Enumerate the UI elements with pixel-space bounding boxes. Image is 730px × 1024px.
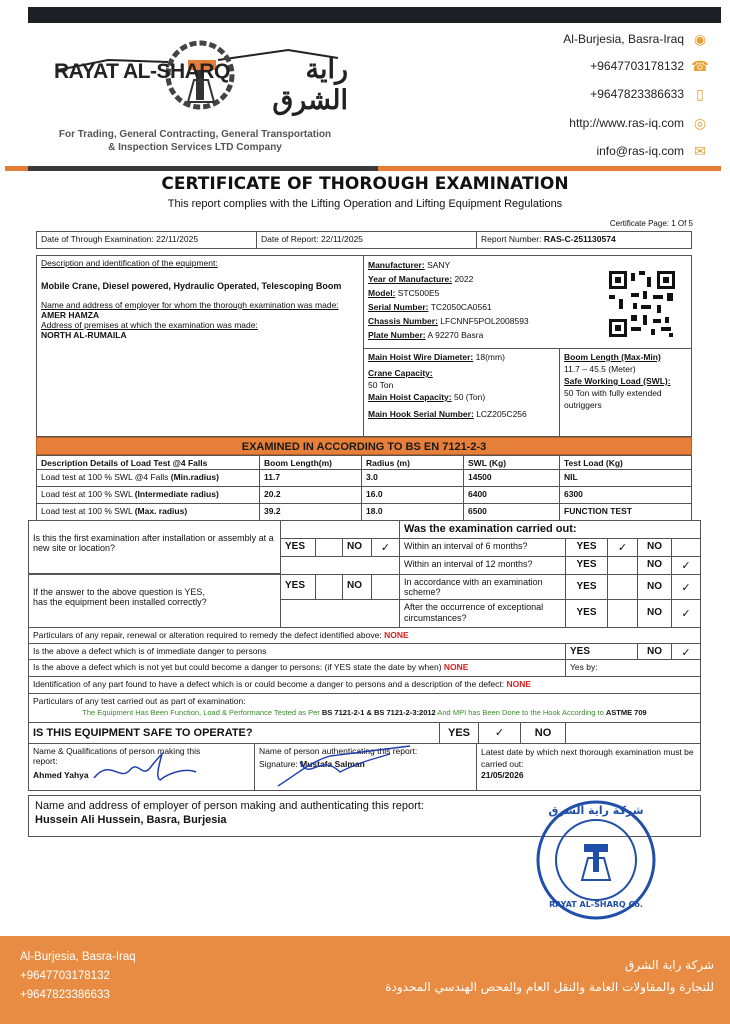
mobile-icon: ▯: [696, 85, 704, 102]
employer-value: AMER HAMZA: [41, 310, 100, 320]
boom-box: [559, 348, 692, 437]
model-value: STC500E5: [397, 288, 440, 298]
maker-value: Ahmed Yahya: [33, 770, 89, 780]
identification-value: NONE: [506, 679, 532, 689]
doc-title: CERTIFICATE OF THOROUGH EXAMINATION: [161, 174, 569, 194]
examined-banner: EXAMINED IN ACCORDING TO BS EN 7121-2-3: [36, 437, 692, 455]
c2-no-checkbox[interactable]: ✓: [671, 556, 701, 575]
safe-yes-checkbox[interactable]: ✓: [478, 722, 521, 744]
header-rule-orange: [378, 166, 721, 171]
phone2-text: +9647823386633: [590, 87, 684, 101]
auth-label: Name of person authenticating this report:: [259, 746, 418, 756]
safe-no-label: NO: [520, 722, 566, 744]
footer-arabic-line1: شركة راية الشرق: [625, 958, 714, 972]
lt-header-swl: SWL (Kg): [463, 455, 560, 470]
lt-boom: 20.2: [259, 486, 362, 504]
q2-yes-label: YES: [280, 574, 316, 600]
contact-email: [596, 143, 708, 159]
safe-no-box[interactable]: [565, 722, 701, 744]
carried-6m: Within an interval of 6 months?: [399, 538, 566, 557]
immediate-no-label: NO: [637, 643, 672, 660]
q-first-exam: Is this the first examination after installation or assembly at a new site or location?: [28, 520, 281, 574]
email-link[interactable]: info@ras-iq.com: [596, 144, 684, 158]
auth-signature: [270, 742, 430, 792]
lt-header-test: Test Load (Kg): [559, 455, 692, 470]
swl-label: Safe Working Load (SWL):: [564, 376, 671, 386]
company-seal: [534, 798, 658, 922]
identification-row: [28, 676, 701, 694]
lt-desc-bold: (Intermediate radius): [134, 489, 219, 499]
future-label: Is the above a defect which is not yet but could become a danger to persons: (if YES state the date by when): [33, 662, 444, 672]
table-row: [36, 503, 260, 521]
carried-scheme: In accordance with an examination scheme?: [399, 574, 566, 600]
lt-test: 6300: [559, 486, 692, 504]
tests-detail: [33, 708, 696, 717]
report-number: [476, 231, 692, 249]
lt-desc: Load test at 100 % SWL @4 Falls: [41, 472, 171, 482]
envelope-icon: ✉: [694, 142, 706, 159]
c1-yes-label: YES: [565, 538, 608, 557]
q-installed-correctly: [28, 574, 281, 628]
lt-desc-bold: (Min.radius): [170, 472, 219, 482]
tests-row: [28, 693, 701, 723]
globe-icon: ◎: [693, 114, 707, 131]
c3-yes-label: YES: [565, 574, 608, 600]
next-exam-date: 21/05/2026: [481, 770, 524, 780]
manufacturer-value: SANY: [427, 260, 451, 270]
q2-line2: has the equipment been installed correctly?: [33, 597, 207, 607]
q1-no-checkbox[interactable]: ✓: [371, 538, 400, 557]
maker-signature: [90, 748, 200, 788]
identification-label: Identification of any part found to have a defect which is or could become a danger to persons and a description of the defect:: [33, 679, 507, 689]
company-logo: [48, 30, 348, 120]
c2-no-label: NO: [637, 556, 672, 575]
lt-desc: Load test at 100 % SWL: [41, 506, 135, 516]
c3-yes-checkbox[interactable]: [607, 574, 638, 600]
immediate-danger: Is the above a defect which is of immediate danger to persons: [28, 643, 566, 660]
q1-yes-box[interactable]: [315, 538, 343, 557]
tests-part4: ASTME 709: [605, 708, 647, 717]
swl-value: 50 Ton with fully extended outriggers: [564, 388, 662, 410]
c2-yes-label: YES: [565, 556, 608, 575]
qr-code[interactable]: [607, 269, 677, 339]
maker-label: Name & Qualifications of person making this report:: [33, 746, 201, 766]
tests-part2: BS 7121-2-1 & BS 7121-2-3:2012: [321, 708, 436, 717]
footer-arabic: [385, 954, 714, 998]
lt-desc-bold: (Max. radius): [134, 506, 188, 516]
c4-no-checkbox[interactable]: ✓: [671, 599, 701, 628]
q1-spacer2: [280, 556, 400, 575]
safe-question: IS THIS EQUIPMENT SAFE TO OPERATE?: [28, 722, 440, 744]
lt-test: FUNCTION TEST: [559, 503, 692, 521]
equipment-description-box: [36, 255, 364, 437]
c1-no-checkbox[interactable]: [671, 538, 701, 557]
footer-band: [0, 936, 730, 1024]
location-pin-icon: ◉: [693, 30, 707, 47]
phone-icon: ☎: [691, 57, 709, 74]
q2-no-label: NO: [342, 574, 372, 600]
q2-no-box[interactable]: [371, 574, 400, 600]
logo-name-en: RAYAT AL-SHARQ: [54, 60, 230, 83]
lt-test: NIL: [559, 469, 692, 487]
future-danger: [28, 659, 566, 677]
contact-phone2: [590, 86, 708, 102]
employer-label: Name and address of employer of person making and authenticating this report:: [35, 800, 424, 812]
lt-swl: 14500: [463, 469, 560, 487]
tests-part3: And MPI has Been Done to the Hook According to: [435, 708, 606, 717]
wire-label: Main Hoist Wire Diameter:: [368, 352, 474, 362]
exam-date: Date of Through Examination: 22/11/2025: [36, 231, 257, 249]
boom-length-label: Boom Length (Max-Min): [564, 352, 661, 362]
plate-value: A 92270 Basra: [427, 330, 484, 340]
immediate-yes-label: YES: [565, 643, 638, 660]
c4-no-label: NO: [637, 599, 672, 628]
phone1-text: +9647703178132: [590, 59, 684, 73]
company-tagline: [40, 128, 350, 154]
c2-yes-checkbox[interactable]: [607, 556, 638, 575]
next-exam-label: Latest date by which next thorough examination must be carried out:: [481, 747, 694, 769]
lt-swl: 6400: [463, 486, 560, 504]
safe-yes-label: YES: [439, 722, 479, 744]
lt-radius: 16.0: [361, 486, 464, 504]
tagline-line1: For Trading, General Contracting, General Transportation: [58, 129, 332, 140]
carried-12m: Within an interval of 12 months?: [399, 556, 566, 575]
q2-yes-box[interactable]: [315, 574, 343, 600]
crane-capacity-label: Crane Capacity:: [368, 368, 433, 378]
c4-yes-checkbox[interactable]: [607, 599, 638, 628]
seal-bottom-text: RAYAT AL-SHARQ Co.: [549, 900, 643, 909]
hoist-capacity-value: 50 (Ton): [453, 392, 486, 402]
footer-phone2: +9647823386633: [20, 989, 110, 1001]
table-row: [36, 469, 260, 487]
year-value: 2022: [454, 274, 474, 284]
header-rule-dark: [28, 166, 378, 171]
year-label: Year of Manufacture:: [368, 274, 453, 284]
auth-value: Mustafa Salman: [300, 759, 365, 769]
hook-value: LCZ205C256: [476, 409, 527, 419]
seal-top-text: شركة راية الشرق: [548, 804, 644, 817]
c3-no-label: NO: [637, 574, 672, 600]
contact-phone1: [590, 58, 708, 74]
auth-signature-label: Signature:: [259, 759, 298, 769]
repair-row: [28, 627, 701, 644]
chassis-label: Chassis Number:: [368, 316, 438, 326]
repair-value: NONE: [384, 630, 409, 640]
page-number: Certificate Page: 1 Of 5: [609, 219, 693, 228]
tests-label: Particulars of any test carried out as part of examination:: [33, 696, 246, 706]
plate-label: Plate Number:: [368, 330, 426, 340]
contact-website: [569, 115, 708, 131]
report-date: Date of Report: 22/11/2025: [256, 231, 477, 249]
report-number-value: RAS-C-251130574: [543, 234, 616, 244]
boom-length-value: 11.7 – 45.5 (Meter): [564, 364, 636, 374]
next-exam-box: [476, 743, 701, 791]
lt-radius: 18.0: [361, 503, 464, 521]
crane-capacity-value: 50 Ton: [368, 380, 394, 390]
top-bar: [28, 7, 721, 23]
hook-label: Main Hook Serial Number:: [368, 409, 474, 419]
chassis-value: LFCNNF5POL2008593: [440, 316, 529, 326]
employer-value: Hussein Ali Hussein, Basra, Burjesia: [35, 814, 227, 826]
c4-yes-label: YES: [565, 599, 608, 628]
tagline-line2: & Inspection Services LTD Company: [108, 142, 282, 153]
serial-label: Serial Number:: [368, 302, 429, 312]
table-row: [36, 486, 260, 504]
lt-boom: 11.7: [259, 469, 362, 487]
carried-exceptional: After the occurrence of exceptional circumstances?: [399, 599, 566, 628]
qr-code-graphic: [607, 269, 677, 339]
model-label: Model:: [368, 288, 396, 298]
header-rule-orange-left: [5, 166, 28, 171]
yes-by: Yes by:: [565, 659, 701, 677]
lt-header-boom: Boom Length(m): [259, 455, 362, 470]
manufacturer-label: Manufacturer:: [368, 260, 425, 270]
wire-value: 18(mm): [475, 352, 505, 362]
premises-label: Address of premises at which the examination was made:: [41, 320, 258, 330]
tests-part1: The Equipment Has Been Function, Load & Performance Tested as Per: [82, 708, 322, 717]
lt-header-radius: Radius (m): [361, 455, 464, 470]
footer-phone1: +9647703178132: [20, 970, 110, 982]
lt-radius: 3.0: [361, 469, 464, 487]
hoist-capacity-label: Main Hoist Capacity:: [368, 392, 452, 402]
doc-subtitle: This report complies with the Lifting Operation and Lifting Equipment Regulations: [167, 198, 563, 210]
future-value: NONE: [443, 662, 469, 672]
lt-swl: 6500: [463, 503, 560, 521]
lt-desc: Load test at 100 % SWL: [41, 489, 135, 499]
footer-arabic-line2: للتجارة والمقاولات العامة والنقل العام والفحص الهندسي المحدودة: [385, 980, 714, 994]
premises-value: NORTH AL-RUMAILA: [41, 330, 127, 340]
q2-spacer: [280, 599, 400, 628]
logo-name-ar: راية الشرق: [272, 54, 348, 115]
carried-out-heading: Was the examination carried out:: [399, 520, 701, 539]
report-number-label: Report Number:: [481, 234, 542, 244]
lt-header-desc: Description Details of Load Test @4 Falls: [36, 455, 260, 470]
q2-line1: If the answer to the above question is YES,: [33, 587, 205, 597]
c1-no-label: NO: [637, 538, 672, 557]
serial-value: TC2050CA0561: [430, 302, 492, 312]
equipment-desc: Mobile Crane, Diesel powered, Hydraulic Operated, Telescoping Boom: [41, 281, 342, 291]
footer-contacts: [20, 948, 136, 1005]
q1-no-label: NO: [342, 538, 372, 557]
footer-address: Al-Burjesia, Basra-Iraq: [20, 951, 136, 963]
website-link[interactable]: http://www.ras-iq.com: [569, 116, 684, 130]
employer-label: Name and address of employer for whom the thorough examination was made:: [41, 300, 339, 310]
capacity-box: [363, 348, 560, 437]
address-text: Al-Burjesia, Basra-Iraq: [563, 32, 684, 46]
equipment-desc-label: Description and identification of the equipment:: [41, 258, 218, 268]
c1-yes-checkbox[interactable]: ✓: [607, 538, 638, 557]
repair-label: Particulars of any repair, renewal or alteration required to remedy the defect identified above:: [33, 630, 385, 640]
q1-yes-label: YES: [280, 538, 316, 557]
immediate-no-checkbox[interactable]: ✓: [671, 643, 701, 660]
c3-no-checkbox[interactable]: ✓: [671, 574, 701, 600]
contact-address: [563, 31, 708, 47]
q1-spacer: [280, 520, 400, 539]
lt-boom: 39.2: [259, 503, 362, 521]
